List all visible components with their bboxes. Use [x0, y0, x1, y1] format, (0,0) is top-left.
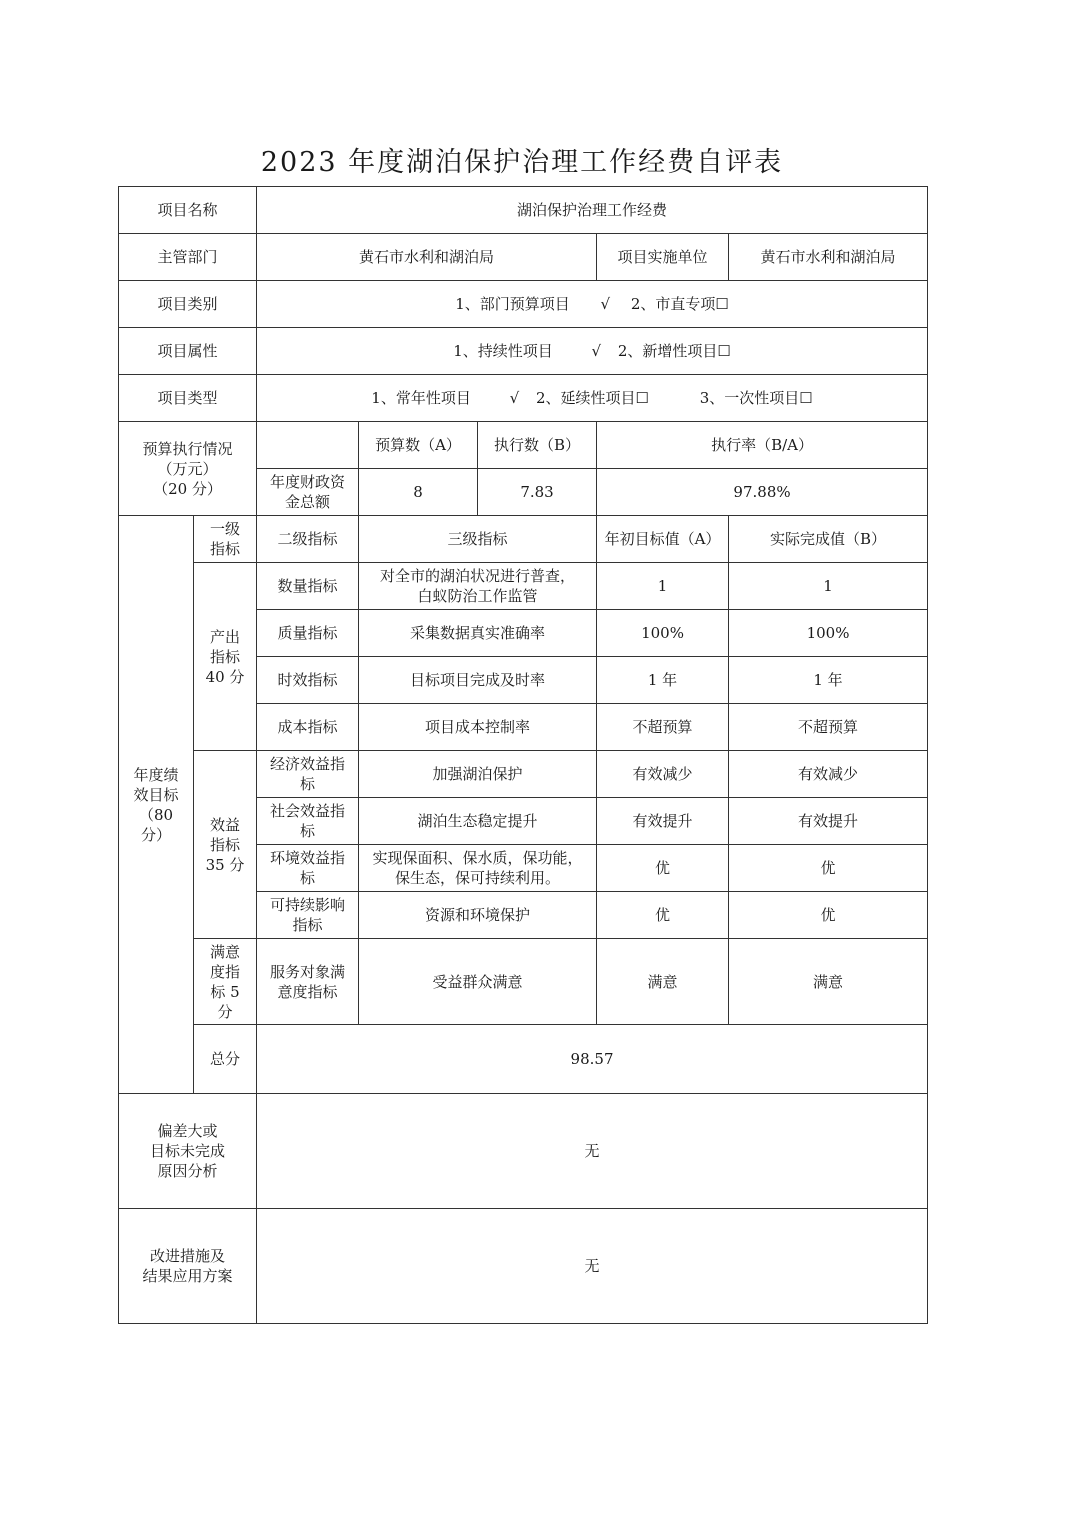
- indicator-target: 1 年: [597, 657, 729, 704]
- performance-label: 年度绩 效目标 （80 分）: [119, 516, 194, 1094]
- total-label: 总分: [194, 1025, 257, 1094]
- budget-label: 预算执行情况 （万元） （20 分）: [119, 422, 257, 516]
- indicator-level2: 经济效益指 标: [257, 751, 359, 798]
- indicator-actual: 不超预算: [729, 704, 928, 751]
- header-level1: 一级 指标: [194, 516, 257, 563]
- type-option-3: 3、一次性项目☐: [699, 389, 813, 407]
- attribute-label: 项目属性: [119, 328, 257, 375]
- indicator-target: 有效减少: [597, 751, 729, 798]
- attribute-option-1: 1、持续性项目: [453, 342, 553, 360]
- indicator-level2: 质量指标: [257, 610, 359, 657]
- type-option-2: 2、延续性项目☐: [535, 389, 649, 407]
- indicator-target: 不超预算: [597, 704, 729, 751]
- dept-row: [119, 234, 928, 281]
- budget-value-a: 8: [359, 469, 478, 516]
- indicator-actual: 满意: [729, 939, 928, 1025]
- type-options: [257, 375, 928, 422]
- budget-header-a: 预算数（A）: [359, 422, 478, 469]
- category-check-mark: √: [600, 295, 611, 313]
- indicator-actual: 优: [729, 892, 928, 939]
- indicator-actual: 优: [729, 845, 928, 892]
- indicator-level2: 成本指标: [257, 704, 359, 751]
- indicator-target: 有效提升: [597, 798, 729, 845]
- budget-empty-cell: [257, 422, 359, 469]
- indicator-actual: 有效提升: [729, 798, 928, 845]
- header-actual: 实际完成值（B）: [729, 516, 928, 563]
- indicator-target: 100%: [597, 610, 729, 657]
- indicator-level3: 项目成本控制率: [359, 704, 597, 751]
- project-name-value: 湖泊保护治理工作经费: [257, 187, 928, 234]
- indicator-target: 优: [597, 892, 729, 939]
- project-name-label: 项目名称: [119, 187, 257, 234]
- budget-header-b: 执行数（B）: [478, 422, 597, 469]
- category-label: 项目类别: [119, 281, 257, 328]
- performance-header-row: [119, 516, 928, 563]
- group-benefit-name: 效益 指标 35 分: [194, 751, 257, 939]
- header-target: 年初目标值（A）: [597, 516, 729, 563]
- indicator-row: [119, 751, 928, 798]
- total-value: 98.57: [257, 1025, 928, 1094]
- attribute-check-mark: √: [591, 342, 602, 360]
- header-level2: 二级指标: [257, 516, 359, 563]
- indicator-actual: 有效减少: [729, 751, 928, 798]
- indicator-level2: 可持续影响 指标: [257, 892, 359, 939]
- indicator-level3: 湖泊生态稳定提升: [359, 798, 597, 845]
- dept-value: 黄石市水利和湖泊局: [257, 234, 597, 281]
- deviation-label: 偏差大或 目标未完成 原因分析: [119, 1094, 257, 1209]
- attribute-row: [119, 328, 928, 375]
- deviation-row: [119, 1094, 928, 1209]
- indicator-level3: 加强湖泊保护: [359, 751, 597, 798]
- budget-value-rate: 97.88%: [597, 469, 928, 516]
- group-satisfaction-name: 满意 度指 标 5 分: [194, 939, 257, 1025]
- indicator-level3: 受益群众满意: [359, 939, 597, 1025]
- indicator-level2: 时效指标: [257, 657, 359, 704]
- type-option-1: 1、常年性项目: [371, 389, 471, 407]
- indicator-level2: 社会效益指 标: [257, 798, 359, 845]
- indicator-target: 优: [597, 845, 729, 892]
- indicator-level2: 环境效益指 标: [257, 845, 359, 892]
- category-row: [119, 281, 928, 328]
- indicator-level2: 数量指标: [257, 563, 359, 610]
- budget-value-b: 7.83: [478, 469, 597, 516]
- indicator-level3: 实现保面积、保水质，保功能， 保生态，保可持续利用。: [359, 845, 597, 892]
- indicator-target: 满意: [597, 939, 729, 1025]
- category-options: [257, 281, 928, 328]
- attribute-option-2: 2、新增性项目☐: [617, 342, 731, 360]
- type-label: 项目类型: [119, 375, 257, 422]
- indicator-level3: 采集数据真实准确率: [359, 610, 597, 657]
- impl-unit-value: 黄石市水利和湖泊局: [729, 234, 928, 281]
- deviation-value: 无: [257, 1094, 928, 1209]
- budget-row-label: 年度财政资 金总额: [257, 469, 359, 516]
- self-evaluation-table: [118, 186, 928, 1324]
- indicator-actual: 1 年: [729, 657, 928, 704]
- header-level3: 三级指标: [359, 516, 597, 563]
- improvement-value: 无: [257, 1209, 928, 1324]
- improvement-label: 改进措施及 结果应用方案: [119, 1209, 257, 1324]
- impl-unit-label: 项目实施单位: [597, 234, 729, 281]
- improvement-row: [119, 1209, 928, 1324]
- project-name-row: [119, 187, 928, 234]
- category-option-2: 2、市直专项☐: [630, 295, 729, 313]
- indicator-row: [119, 563, 928, 610]
- indicator-target: 1: [597, 563, 729, 610]
- dept-label: 主管部门: [119, 234, 257, 281]
- type-check-mark: √: [509, 389, 520, 407]
- budget-header-rate: 执行率（B/A）: [597, 422, 928, 469]
- indicator-row: [119, 939, 928, 1025]
- indicator-actual: 1: [729, 563, 928, 610]
- indicator-level3: 资源和环境保护: [359, 892, 597, 939]
- budget-header-row: [119, 422, 928, 469]
- indicator-level3: 目标项目完成及时率: [359, 657, 597, 704]
- indicator-actual: 100%: [729, 610, 928, 657]
- indicator-level3: 对全市的湖泊状况进行普查， 白蚁防治工作监管: [359, 563, 597, 610]
- attribute-options: [257, 328, 928, 375]
- indicator-level2: 服务对象满 意度指标: [257, 939, 359, 1025]
- category-option-1: 1、部门预算项目: [455, 295, 570, 313]
- page-title: 2023 年度湖泊保护治理工作经费自评表: [260, 147, 784, 178]
- type-row: [119, 375, 928, 422]
- group-output-name: 产出 指标 40 分: [194, 563, 257, 751]
- total-row: [119, 1025, 928, 1094]
